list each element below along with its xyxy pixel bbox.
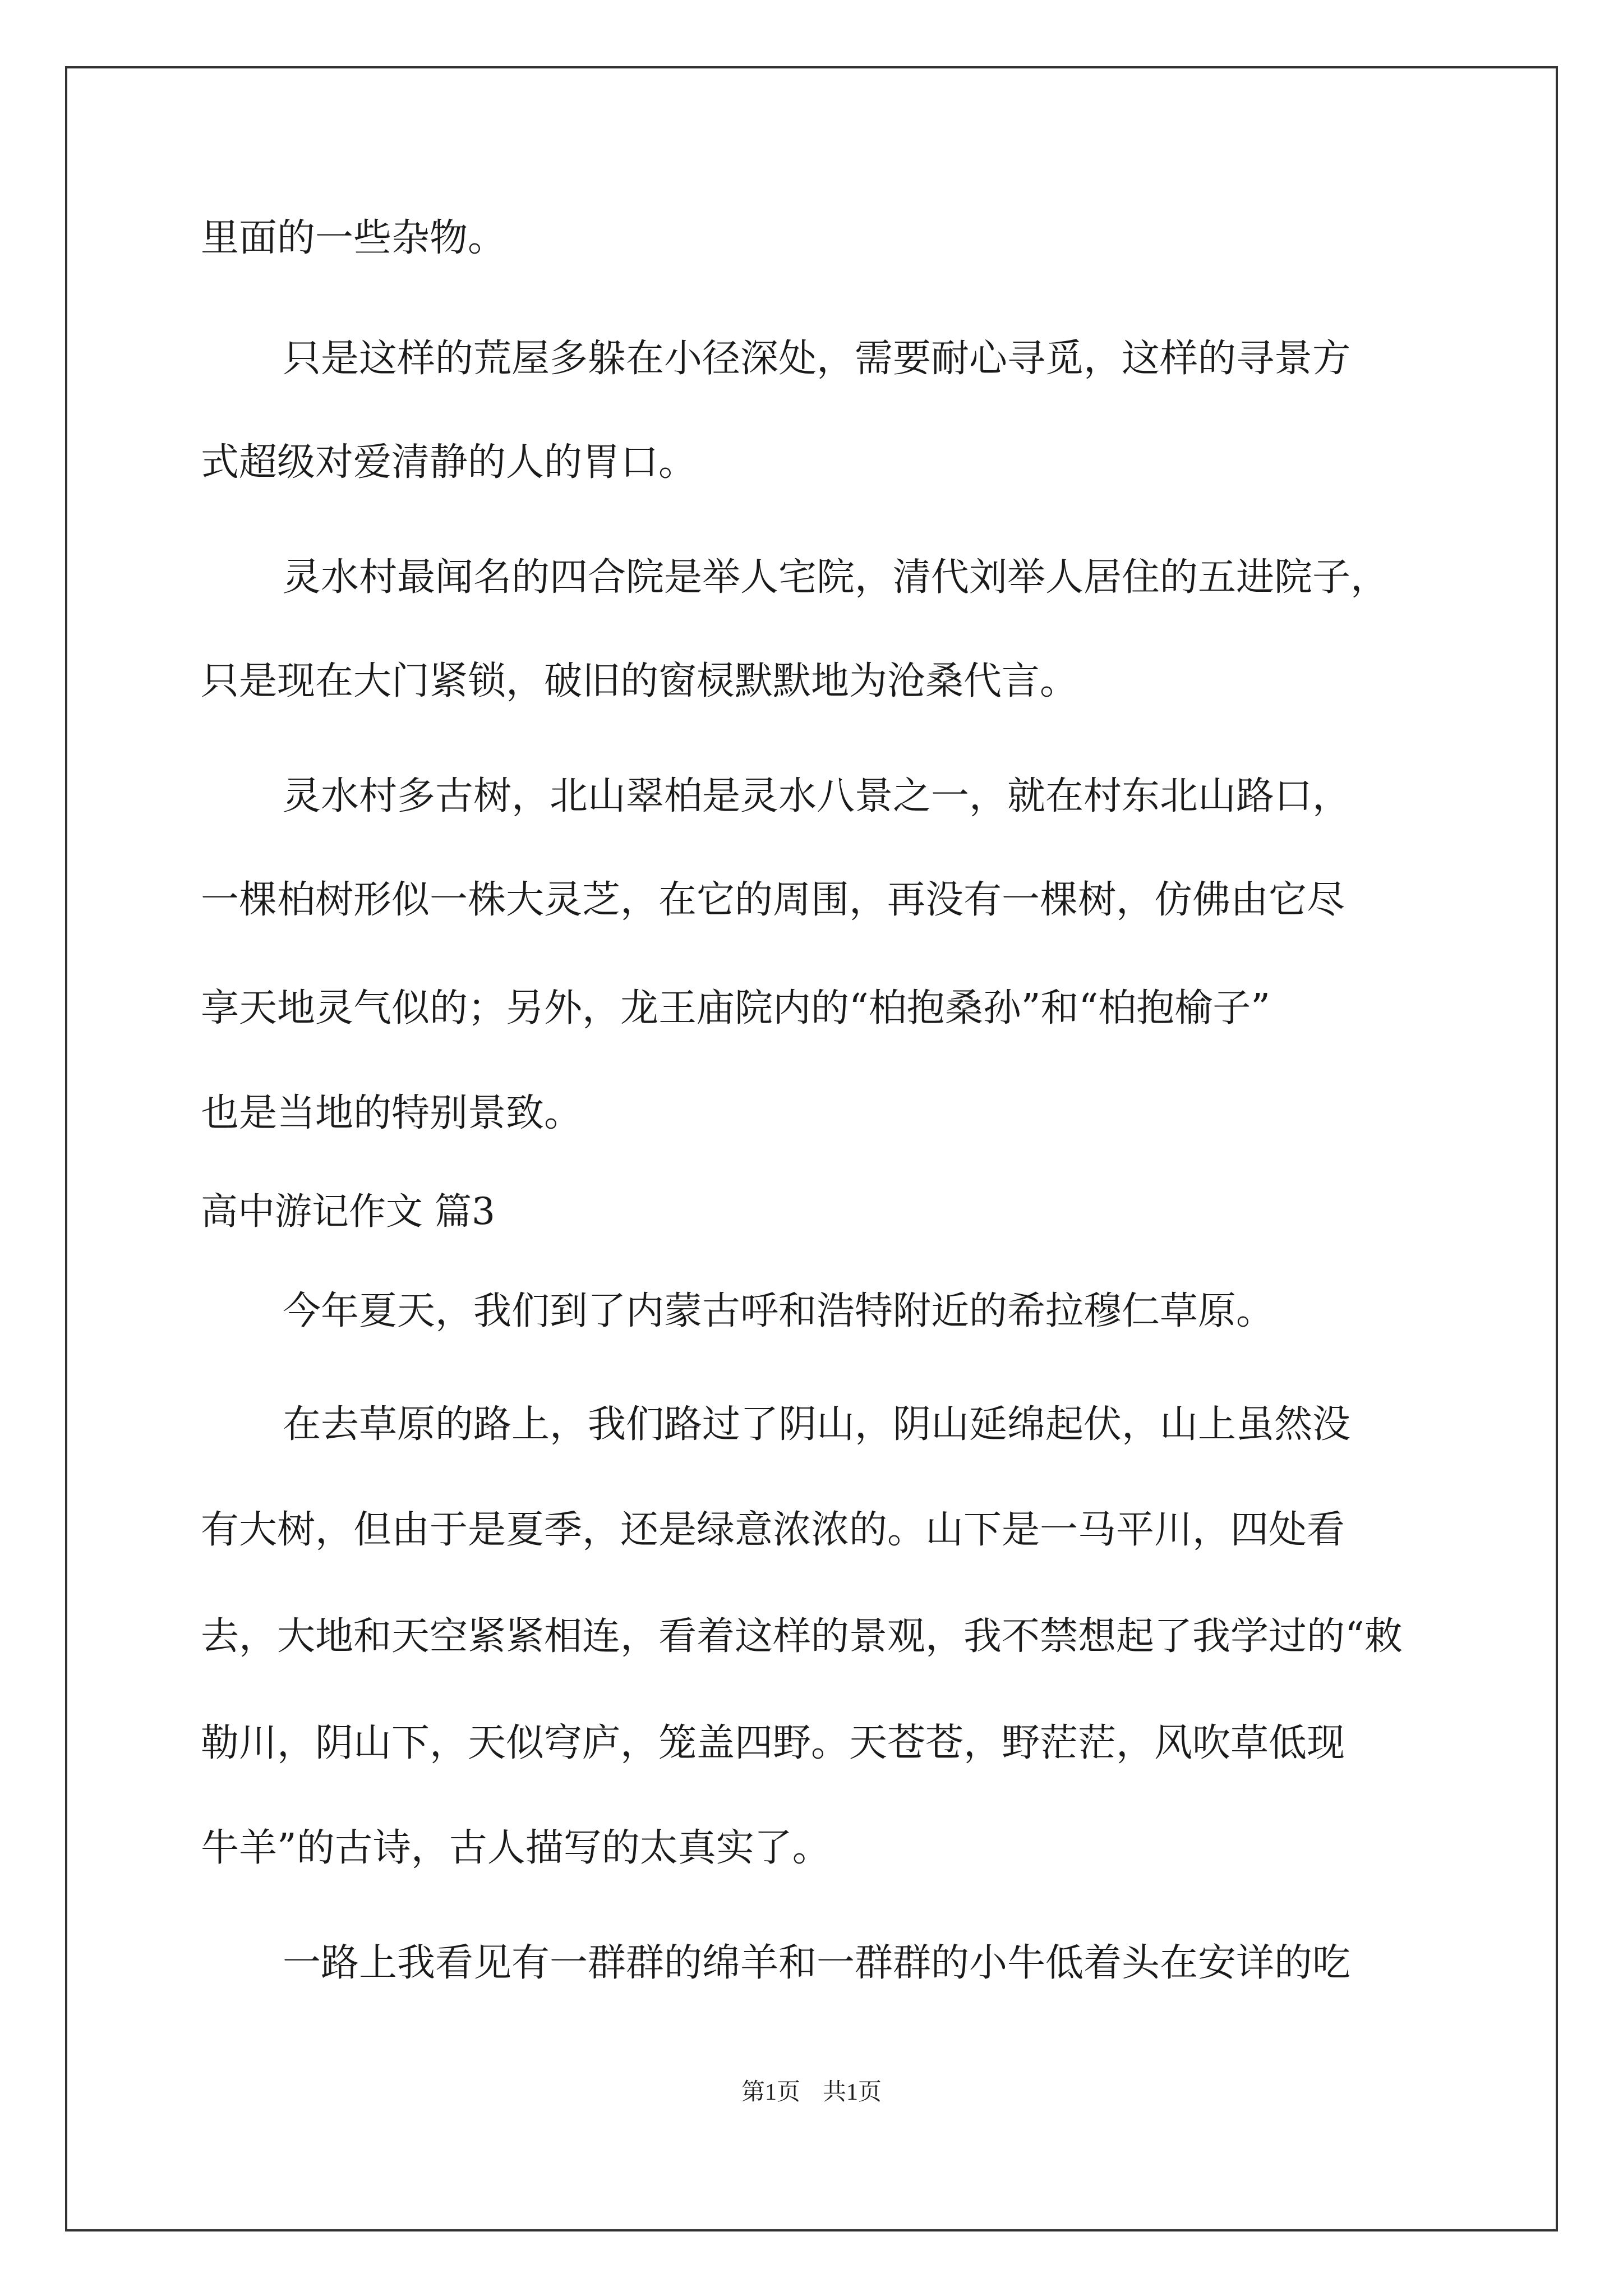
- page-number: 第1页: [741, 2079, 800, 2105]
- text-line: 一路上我看见有一群群的绵羊和一群群的小牛低着头在安详的吃: [283, 1941, 1351, 1985]
- text-line: 享天地灵气似的；另外，龙王庙院内的“柏抱桑孙”和“柏抱榆子”: [201, 986, 1271, 1030]
- text-line: 勒川，阴山下，天似穹庐，笼盖四野。天苍苍，野茫茫，风吹草低现: [201, 1721, 1345, 1765]
- text-line: 有大树，但由于是夏季，还是绿意浓浓的。山下是一马平川，四处看: [201, 1508, 1345, 1552]
- section-heading: 高中游记作文 篇3: [201, 1190, 495, 1233]
- text-line: 只是这样的荒屋多躲在小径深处，需要耐心寻觅，这样的寻景方: [283, 337, 1351, 381]
- text-line: 灵水村最闻名的四合院是举人宅院，清代刘举人居住的五进院子，: [283, 555, 1389, 600]
- text-line: 也是当地的特别景致。: [201, 1091, 583, 1135]
- text-line: 在去草原的路上，我们路过了阴山，阴山延绵起伏，山上虽然没: [283, 1402, 1351, 1447]
- text-line: 式超级对爱清静的人的胃口。: [201, 440, 697, 485]
- text-line: 去，大地和天空紧紧相连，看着这样的景观，我不禁想起了我学过的“敕: [201, 1614, 1403, 1659]
- text-line: 今年夏天，我们到了内蒙古呼和浩特附近的希拉穆仁草原。: [283, 1289, 1275, 1333]
- page-footer: [0, 2078, 1623, 2106]
- text-line: 牛羊”的古诗，古人描写的太真实了。: [201, 1826, 831, 1870]
- text-line: 灵水村多古树，北山翠柏是灵水八景之一，就在村东北山路口，: [283, 774, 1351, 818]
- text-line: 一棵柏树形似一株大灵芝，在它的周围，再没有一棵树，仿佛由它尽: [201, 878, 1345, 922]
- text-line: 只是现在大门紧锁，破旧的窗棂默默地为沧桑代言。: [201, 659, 1078, 703]
- text-line: 里面的一些杂物。: [201, 216, 506, 260]
- page-border: [65, 66, 1558, 2231]
- page-total: 共1页: [823, 2079, 882, 2105]
